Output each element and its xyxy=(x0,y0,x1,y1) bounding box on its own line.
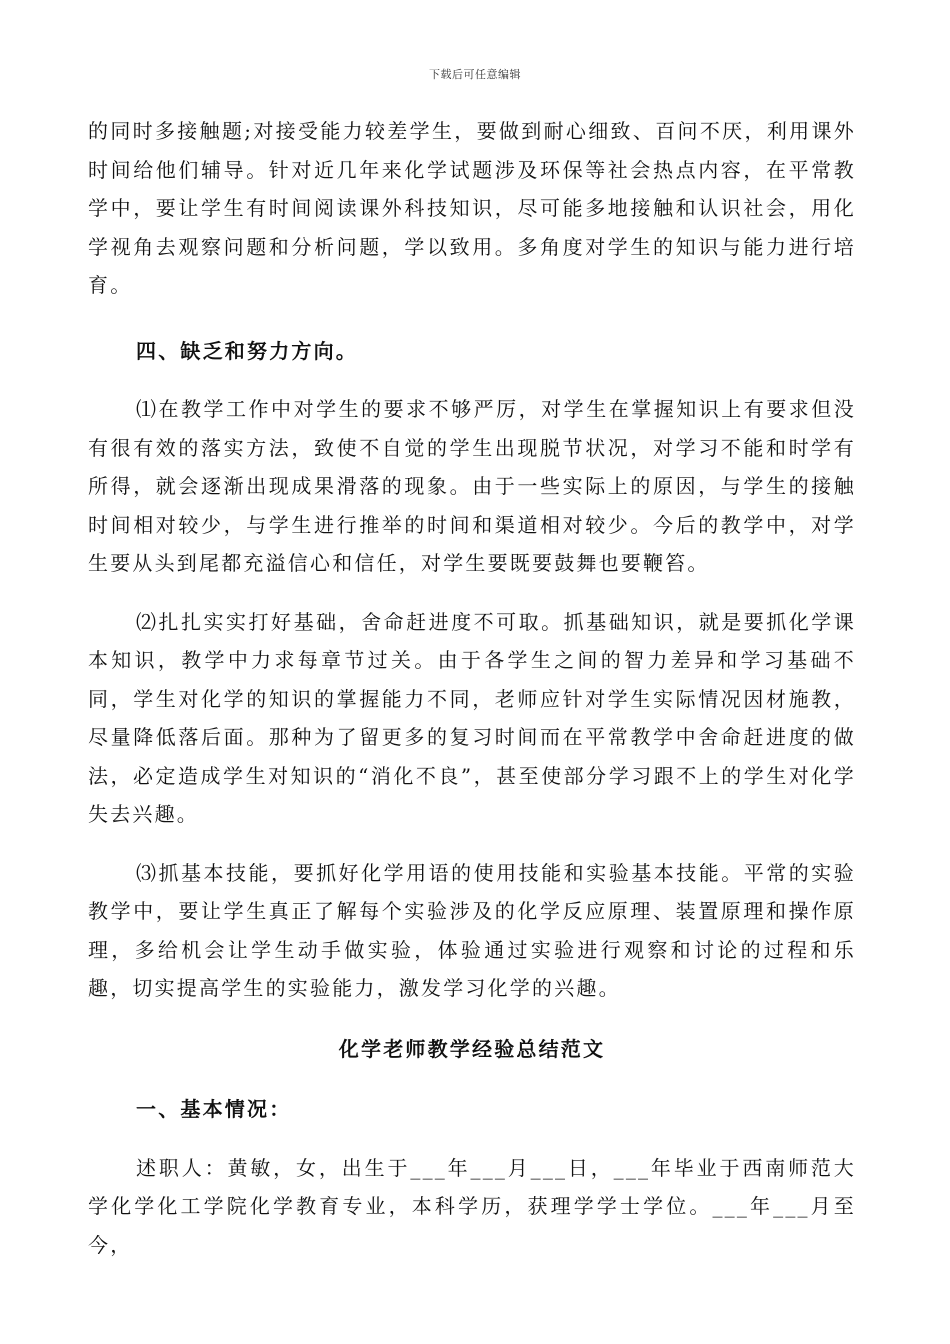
document-body xyxy=(88,112,856,1264)
paragraph-point-3: ⑶抓基本技能，要抓好化学用语的使用技能和实验基本技能。平常的实验教学中，要让学生真正了解每个实验涉及的化学反应原理、装置原理和操作原理，多给机会让学生动手做实验，体验通过实验进行观察和讨论的过程和乐趣，切实提高学生的实验能力，激发学习化学的兴趣。 xyxy=(88,860,856,1000)
spacer xyxy=(88,305,856,332)
spacer xyxy=(88,834,856,854)
section-heading-one: 一、基本情况： xyxy=(136,1097,292,1121)
document-title: 化学老师教学经验总结范文 xyxy=(338,1036,606,1061)
spacer xyxy=(88,583,856,603)
paragraph-bio: 述职人：黄敏，女，出生于___年___月___日，___年毕业于西南师范大学化学化工学院化学教育专业，本科学历，获理学学士学位。___年___月至今， xyxy=(88,1155,856,1257)
spacer xyxy=(88,370,856,390)
intro-paragraph: 的同时多接触题;对接受能力较差学生，要做到耐心细致、百问不厌，利用课外时间给他们辅导。针对近几年来化学试题涉及环保等社会热点内容，在平常教学中，要让学生有时间阅读课外科技知识，尽可能多地接触和认识社会，用化学视角去观察问题和分析问题，学以致用。多角度对学生的知识与能力进行培育。 xyxy=(88,119,856,297)
paragraph-point-2: ⑵扎扎实实打好基础，舍命赶进度不可取。抓基础知识，就是要抓化学课本知识，教学中力求每章节过关。由于各学生之间的智力差异和学习基础不同，学生对化学的知识的掌握能力不同，老师应针对学生实际情况因材施教，尽量降低落后面。那种为了留更多的复习时间而在平常教学中舍命赶进度的做法，必定造成学生对知识的“消化不良”，甚至使部分学习跟不上的学生对化学失去兴趣。 xyxy=(88,609,856,826)
section-heading-four: 四、缺乏和努力方向。 xyxy=(136,338,358,363)
paragraph-point-1: ⑴在教学工作中对学生的要求不够严厉，对学生在掌握知识上有要求但没有很有效的落实方法，致使不自觉的学生出现脱节状况，对学习不能和时学有所得，就会逐渐出现成果滑落的现象。由于一些实际上的原因，与学生的接触时间相对较少，与学生进行推举的时间和渠道相对较少。今后的教学中，对学生要从头到尾都充溢信心和信任，对学生要既要鼓舞也要鞭笞。 xyxy=(88,397,856,575)
spacer xyxy=(88,1068,856,1090)
page-header-note: 下载后可任意编辑 xyxy=(429,68,521,81)
spacer xyxy=(88,1129,856,1149)
spacer xyxy=(88,1008,856,1030)
